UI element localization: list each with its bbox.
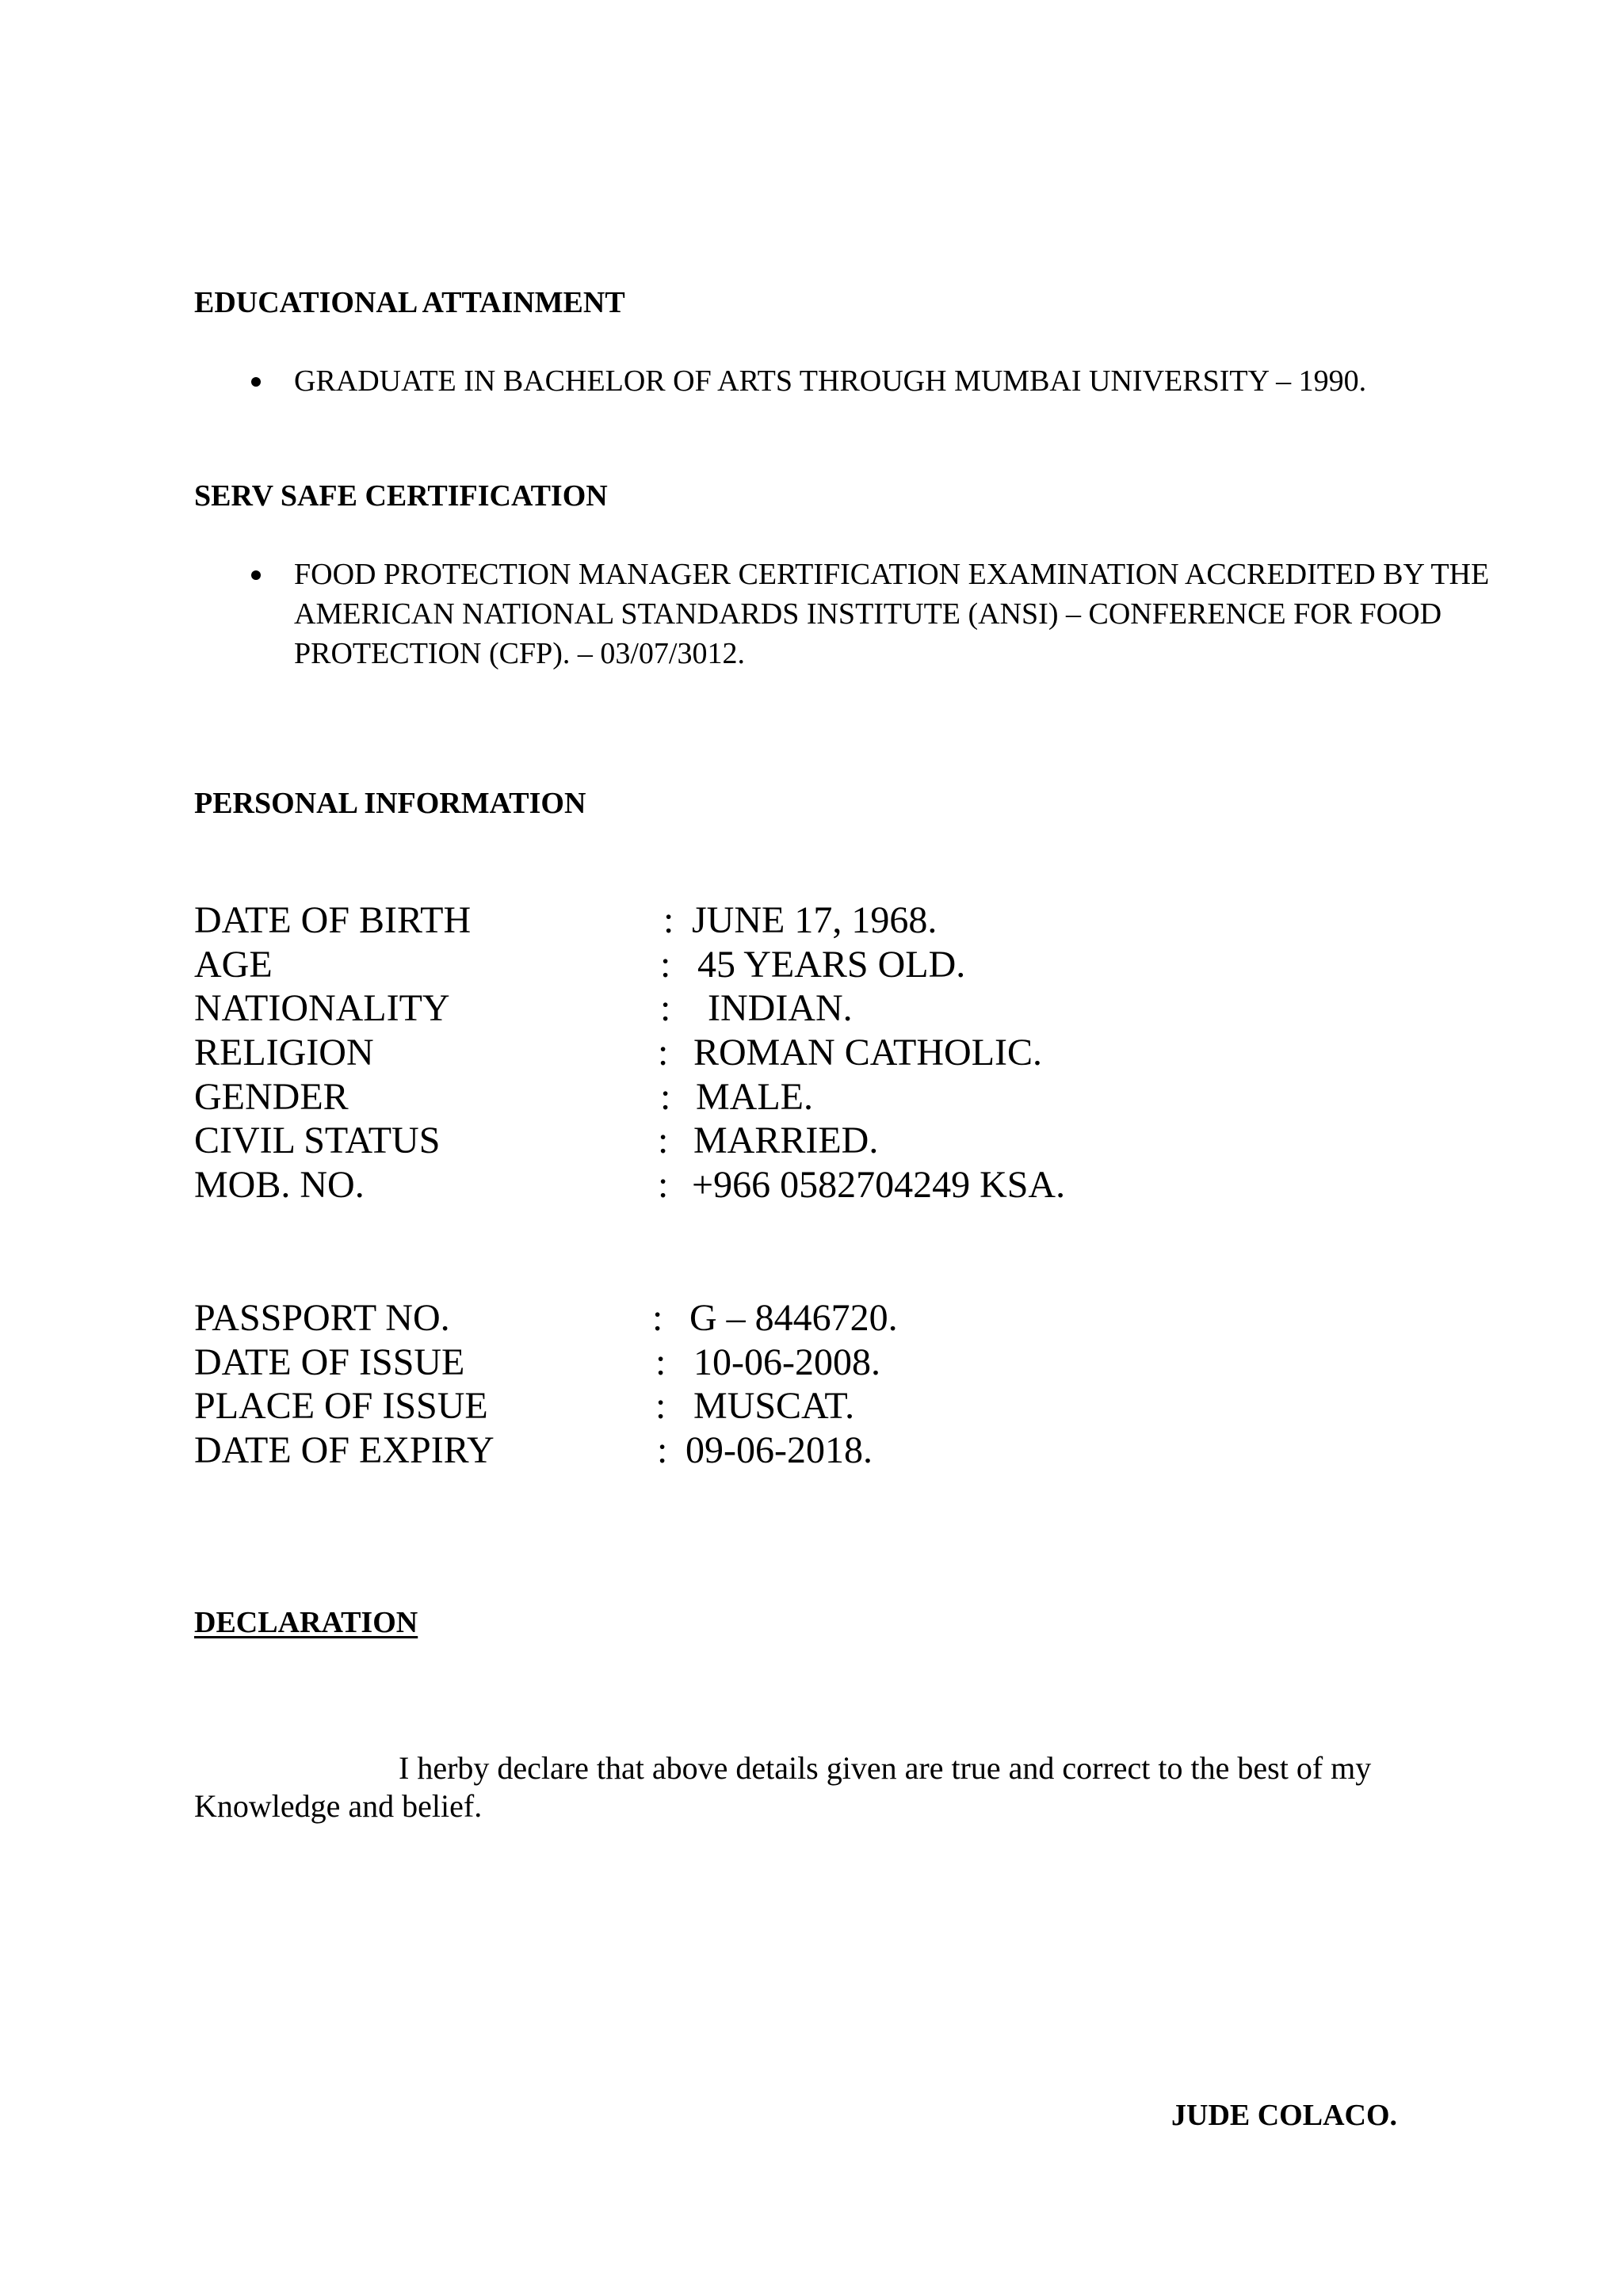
info-label: RELIGION [194,1032,374,1074]
info-colon: : [658,1032,669,1074]
info-colon: : [660,987,671,1030]
education-heading: EDUCATIONAL ATTAINMENT [194,286,625,319]
info-colon: : [658,1164,669,1207]
info-colon: : [663,899,674,941]
info-label: CIVIL STATUS [194,1119,441,1162]
signature-name: JUDE COLACO. [1171,2099,1398,2132]
info-label: PASSPORT NO. [194,1297,450,1339]
info-label: DATE OF BIRTH [194,899,472,941]
declaration-heading: DECLARATION [194,1606,418,1639]
education-list [194,361,1557,401]
info-value: 10-06-2008. [693,1341,880,1383]
bullet-icon [251,570,261,580]
info-colon: : [655,1385,666,1428]
list-item [194,555,1541,673]
info-value: MALE. [696,1075,813,1118]
education-item-text: GRADUATE IN BACHELOR OF ARTS THROUGH MUMBAI UNIVERSITY – 1990. [294,364,1367,398]
info-value: +966 0582704249 KSA. [692,1164,1066,1207]
bullet-icon [251,377,261,387]
info-colon: : [658,1119,669,1162]
info-colon: : [657,1429,668,1472]
info-value: G – 8446720. [689,1297,898,1339]
certification-item-text: FOOD PROTECTION MANAGER CERTIFICATION EXAMINATION ACCREDITED BY THE AMERICAN NATIONAL STANDARDS INSTITUTE (ANSI) – CONFERENCE FOR FOOD PROTECTION (CFP). – 03/07/3012. [294,558,1490,670]
info-colon: : [655,1341,666,1383]
declaration-text: I herby declare that above details given are true and correct to the best of my Knowledge and belief. [194,1750,1372,1824]
list-item [194,361,1557,401]
info-label: GENDER [194,1075,349,1118]
info-label: PLACE OF ISSUE [194,1385,488,1428]
info-label: DATE OF ISSUE [194,1341,465,1383]
info-label: MOB. NO. [194,1164,365,1207]
info-value: 45 YEARS OLD. [697,943,966,986]
info-colon: : [660,1075,671,1118]
info-value: ROMAN CATHOLIC. [693,1032,1043,1074]
info-value: JUNE 17, 1968. [692,899,938,941]
certification-heading: SERV SAFE CERTIFICATION [194,479,608,513]
certification-list [194,555,1541,673]
personal-heading: PERSONAL INFORMATION [194,787,586,820]
info-label: DATE OF EXPIRY [194,1429,495,1472]
info-label: AGE [194,943,273,986]
info-label: NATIONALITY [194,987,450,1030]
info-value: MUSCAT. [693,1385,855,1428]
info-value: MARRIED. [693,1119,879,1162]
info-value: INDIAN. [708,987,853,1030]
info-colon: : [652,1297,663,1339]
info-colon: : [660,943,671,986]
info-value: 09-06-2018. [685,1429,873,1472]
